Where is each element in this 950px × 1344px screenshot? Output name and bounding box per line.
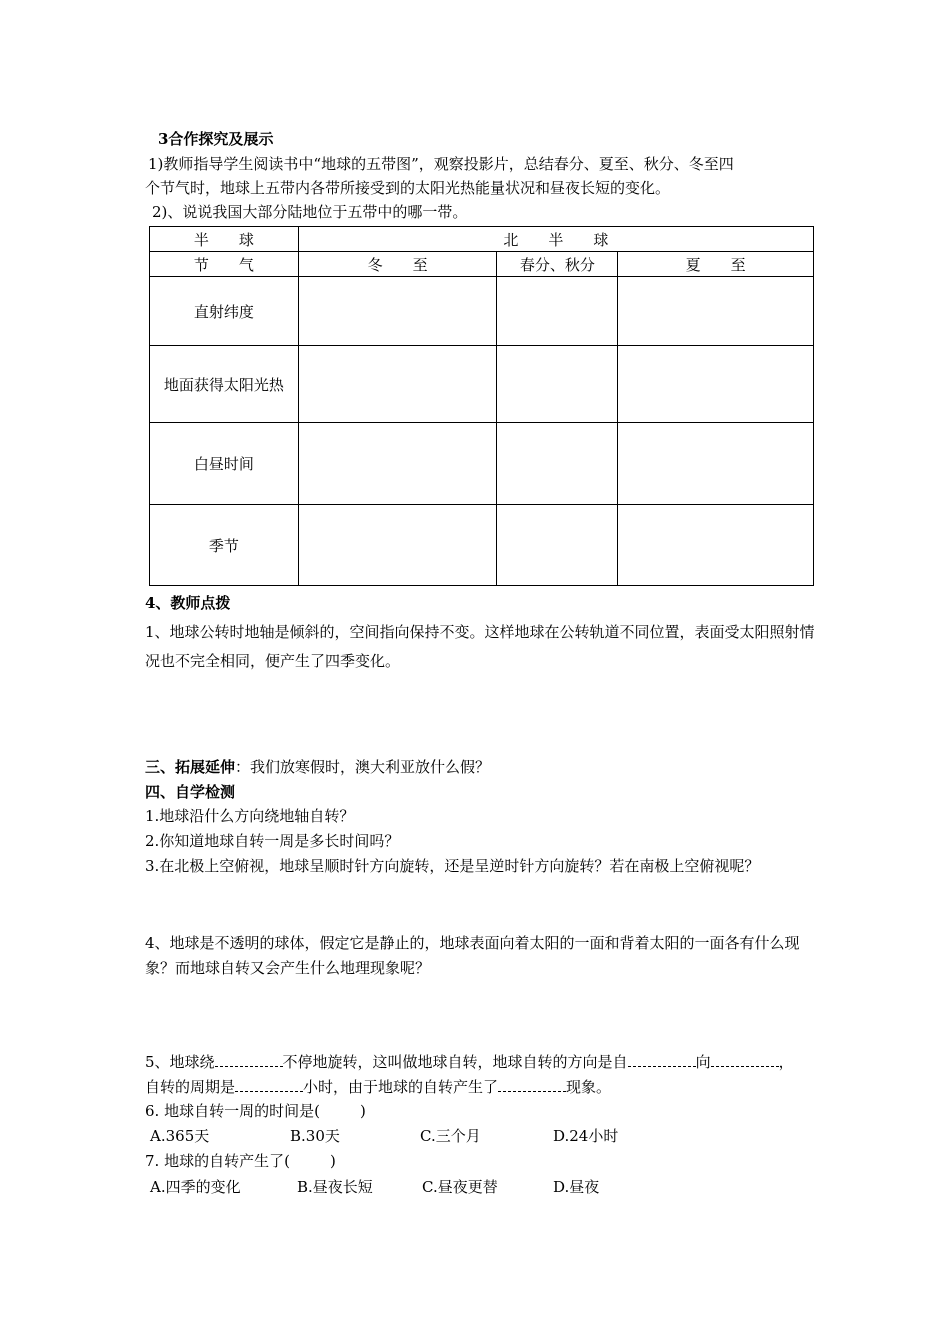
table-cell[interactable] bbox=[298, 505, 497, 586]
q6-option-c[interactable]: C.三个月 bbox=[420, 1127, 481, 1145]
q5-text: 不停地旋转，这叫做地球自转，地球自转的方向是自 bbox=[282, 1053, 628, 1071]
table-cell[interactable] bbox=[298, 277, 497, 346]
q6-option-b[interactable]: B.30天 bbox=[290, 1127, 340, 1145]
section4-text: 1、地球公转时地轴是倾斜的，空间指向保持不变。这样地球在公转轨道不同位置，表面受太阳照射情况也不完全相同，便产生了四季变化。 bbox=[145, 623, 815, 670]
extension-line bbox=[145, 757, 490, 777]
term-label: 节 气 bbox=[150, 252, 299, 277]
section3-item1-line1: 1)教师指导学生阅读书中“地球的五带图”，观察投影片，总结春分、夏至、秋分、冬至四 bbox=[148, 155, 734, 173]
section3-title: 3合作探究及展示 bbox=[158, 130, 274, 148]
q5-text: 小时，由于地球的自转产生了 bbox=[303, 1078, 499, 1096]
fill-blank[interactable] bbox=[235, 1079, 303, 1092]
q6-option-a[interactable]: A.365天 bbox=[150, 1127, 210, 1145]
table-row bbox=[150, 346, 814, 423]
section4-title: 4、教师点拨 bbox=[145, 594, 231, 612]
table-cell[interactable] bbox=[298, 346, 497, 423]
table-row bbox=[150, 252, 814, 277]
table-cell[interactable] bbox=[298, 423, 497, 505]
table-row bbox=[150, 277, 814, 346]
question-5-line2 bbox=[145, 1077, 611, 1097]
table-cell[interactable] bbox=[618, 277, 814, 346]
q7-option-d[interactable]: D.昼夜 bbox=[553, 1178, 600, 1196]
fill-blank[interactable] bbox=[711, 1054, 779, 1067]
hemisphere-label: 半 球 bbox=[150, 227, 299, 252]
question-2: 2.你知道地球自转一周是多长时间吗？ bbox=[145, 832, 400, 850]
table-cell[interactable] bbox=[618, 346, 814, 423]
row-label: 地面获得太阳光热 bbox=[150, 346, 299, 423]
q7-text: 7. 地球的自转产生了( bbox=[145, 1152, 290, 1170]
self-test-title: 四、自学检测 bbox=[145, 783, 236, 801]
question-1: 1.地球沿什么方向绕地轴自转？ bbox=[145, 807, 355, 825]
question-7 bbox=[145, 1151, 336, 1171]
table-row bbox=[150, 227, 814, 252]
row-label: 直射纬度 bbox=[150, 277, 299, 346]
fill-blank[interactable] bbox=[498, 1079, 566, 1092]
row-label: 白昼时间 bbox=[150, 423, 299, 505]
extension-label: 三、拓展延伸 bbox=[145, 758, 236, 776]
q7-option-b[interactable]: B.昼夜长短 bbox=[297, 1178, 373, 1196]
column-header: 夏 至 bbox=[618, 252, 814, 277]
question-4: 4、地球是不透明的球体，假定它是静止的，地球表面向着太阳的一面和背着太阳的一面各有什么现象？而地球自转又会产生什么地理现象呢？ bbox=[145, 934, 800, 977]
fill-blank[interactable] bbox=[628, 1054, 696, 1067]
table-cell[interactable] bbox=[497, 277, 618, 346]
q6-option-d[interactable]: D.24小时 bbox=[553, 1127, 619, 1145]
section3-item2: 2)、说说我国大部分陆地位于五带中的哪一带。 bbox=[152, 203, 468, 221]
q7-option-a[interactable]: A.四季的变化 bbox=[150, 1178, 241, 1196]
q6-close: ) bbox=[359, 1102, 366, 1120]
q7-option-c[interactable]: C.昼夜更替 bbox=[422, 1178, 498, 1196]
row-label: 季节 bbox=[150, 505, 299, 586]
column-header: 春分、秋分 bbox=[497, 252, 618, 277]
column-header: 冬 至 bbox=[298, 252, 497, 277]
q5-text: 5、地球绕 bbox=[145, 1053, 215, 1071]
question-3: 3.在北极上空俯视，地球呈顺时针方向旋转，还是呈逆时针方向旋转？若在南极上空俯视呢？ bbox=[145, 857, 760, 875]
table-cell[interactable] bbox=[618, 423, 814, 505]
q5-text: 向 bbox=[695, 1053, 711, 1071]
table-cell[interactable] bbox=[618, 505, 814, 586]
extension-question: ：我们放寒假时，澳大利亚放什么假？ bbox=[235, 758, 491, 776]
table-cell[interactable] bbox=[497, 505, 618, 586]
q5-text: ， bbox=[778, 1053, 794, 1071]
table-row bbox=[150, 505, 814, 586]
table-cell[interactable] bbox=[497, 423, 618, 505]
question-5-line1 bbox=[145, 1052, 794, 1072]
hemisphere-value: 北 半 球 bbox=[298, 227, 813, 252]
section3-item1-line2: 个节气时，地球上五带内各带所接受到的太阳光热能量状况和昼夜长短的变化。 bbox=[145, 179, 671, 197]
fill-blank[interactable] bbox=[215, 1054, 283, 1067]
q6-text: 6. 地球自转一周的时间是( bbox=[145, 1102, 320, 1120]
table-row bbox=[150, 423, 814, 505]
q5-text: 自转的周期是 bbox=[145, 1078, 236, 1096]
q5-text: 现象。 bbox=[566, 1078, 612, 1096]
table-cell[interactable] bbox=[497, 346, 618, 423]
q7-close: ) bbox=[329, 1152, 336, 1170]
solar-terms-table bbox=[149, 226, 814, 586]
question-6 bbox=[145, 1101, 366, 1121]
